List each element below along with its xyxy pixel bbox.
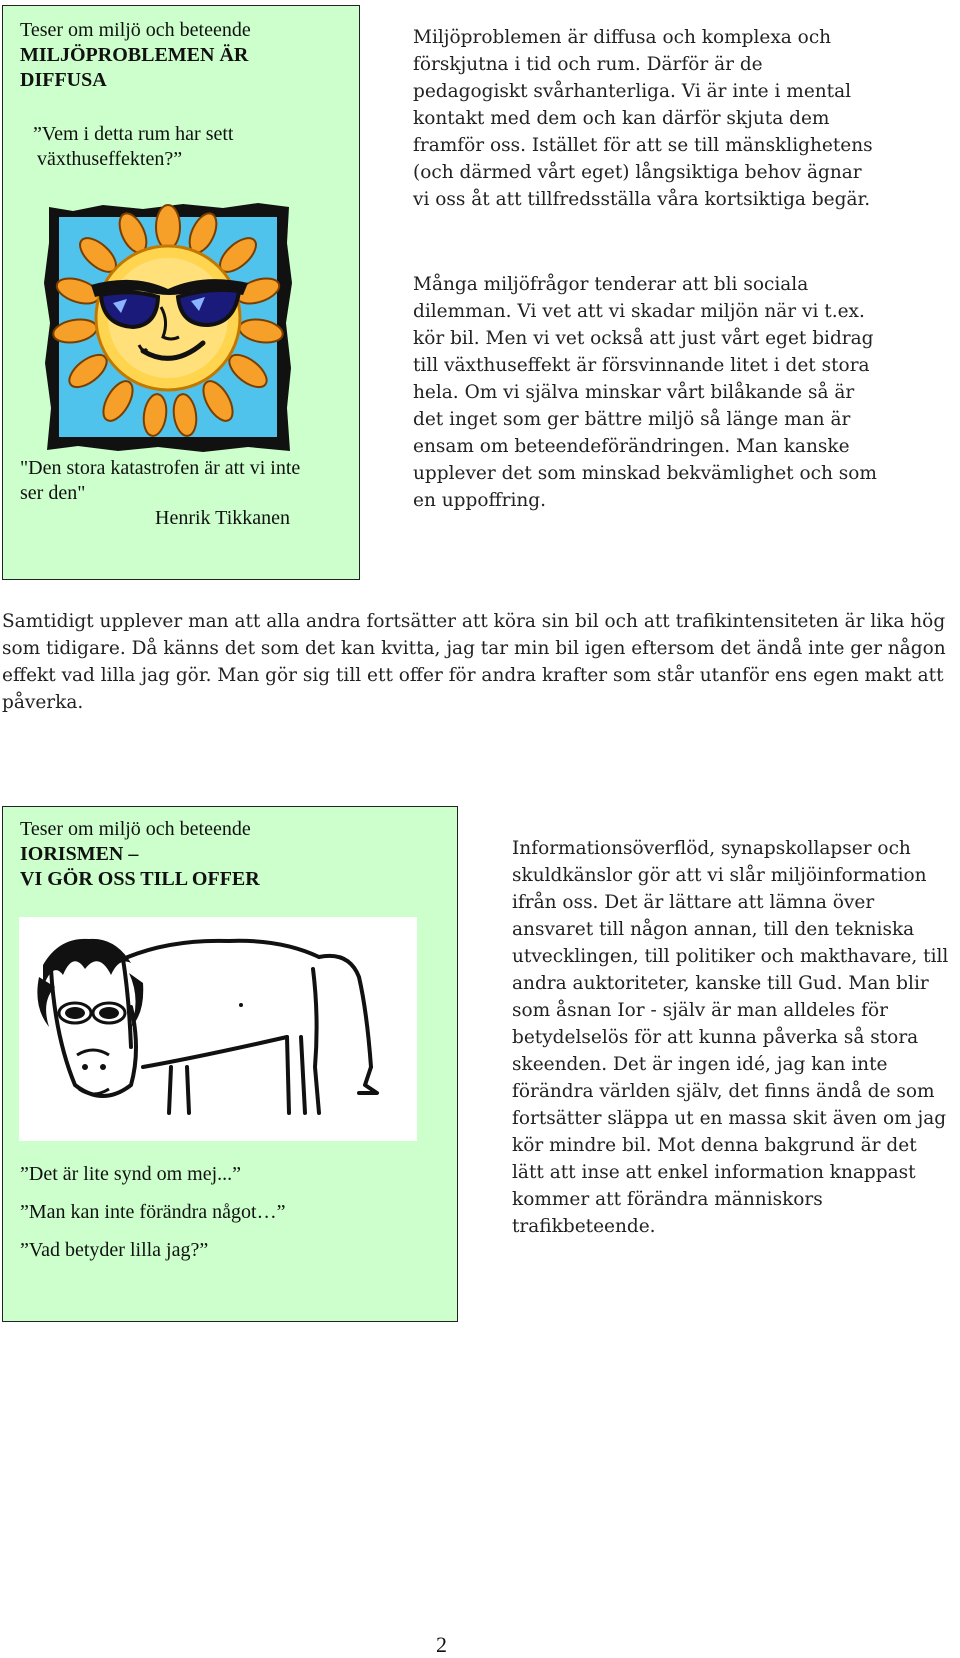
- quote-item: ”Vad betyder lilla jag?”: [20, 1239, 209, 1261]
- thesis-kicker: Teser om miljö och beteende: [20, 19, 251, 41]
- paragraph-full-width: Samtidigt upplever man att alla andra fortsätter att köra sin bil och att trafikintensiteten är lika hög som tidigare. Då känns det som det kan kvitta, jag tar min bil igen eftersom det ändå inte ger någon effekt vad lilla jag gör. Man gör sig till ett offer för andra krafter som står utanför ens egen makt att påverka.: [2, 611, 946, 713]
- page-number: 2: [436, 1632, 447, 1657]
- thesis-box-header: [20, 18, 350, 93]
- quote-item: ”Det är lite synd om mej...”: [20, 1163, 242, 1185]
- thesis-heading-line2: DIFFUSA: [20, 69, 107, 91]
- thesis-box-header: [20, 817, 440, 892]
- thesis-question: [33, 122, 353, 172]
- thesis-quotes: [20, 1162, 440, 1263]
- paragraph-iorismen: Informationsöverflöd, synapskollapser och skuldkänslor gör att vi slår miljöinformation ifrån oss. Det är lättare att lämna över ansvaret till någon annan, till den tekniska utvecklingen, till politiker och makthavare, till andra auktoriteter, kanske till Gud. Man blir som åsnan Ior - själv är man alldeles för betydelselös för att kunna påverka så stora skeenden. Det är ingen idé, jag kan inte förändra världen själv, det finns ändå de som fortsätter släppa ut en massa skit även om jag kör mindre bil. Mot denna bakgrund är det lätt att inse att enkel information knappast kommer att förändra människors trafikbeteende.: [512, 838, 949, 1237]
- thesis-kicker: Teser om miljö och beteende: [20, 818, 251, 840]
- thesis-box-iorismen: [2, 806, 458, 1322]
- thesis-heading-line1: IORISMEN –: [20, 843, 139, 865]
- quote-item: ”Man kan inte förändra något…”: [20, 1201, 286, 1223]
- quote-author: Henrik Tikkanen: [155, 507, 290, 529]
- thesis-heading-line1: MILJÖPROBLEMEN ÄR: [20, 44, 249, 66]
- thesis-heading-line2: VI GÖR OSS TILL OFFER: [20, 868, 260, 890]
- quote-line2: ser den": [20, 482, 86, 504]
- quote-line1: "Den stora katastrofen är att vi inte: [20, 457, 301, 479]
- thesis-quote: [20, 456, 350, 531]
- paragraph-diffuse-problems: Miljöproblemen är diffusa och komplexa och förskjutna i tid och rum. Därför är de pedagogiskt svårhanterliga. Vi är inte i mental kontakt med dem och kan därför skjuta dem framför oss. Istället för att se till mänsklighetens (och därmed vårt eget) långsiktiga behov ägnar vi oss åt att tillfredsställa våra kortsiktiga begär.: [413, 27, 873, 210]
- paragraph-social-dilemma: Många miljöfrågor tenderar att bli sociala dilemman. Vi vet att vi skadar miljön när vi t.ex. kör bil. Men vi vet också att just vårt eget bidrag till växthuseffekt är försvinnande litet i det stora hela. Om vi själva minskar vårt bilåkande så är det inget som ger bättre miljö så länge man är ensam om beteendeförändringen. Man kanske upplever det som minskad bekvämlighet och som en uppoffring.: [413, 274, 877, 511]
- thesis-box-diffusa: [2, 5, 360, 580]
- question-line1: ”Vem i detta rum har sett: [33, 123, 234, 145]
- sun-with-sunglasses-icon: [43, 203, 293, 453]
- question-line2: växthuseffekten?”: [37, 148, 183, 170]
- donkey-drawing-icon: [19, 917, 417, 1141]
